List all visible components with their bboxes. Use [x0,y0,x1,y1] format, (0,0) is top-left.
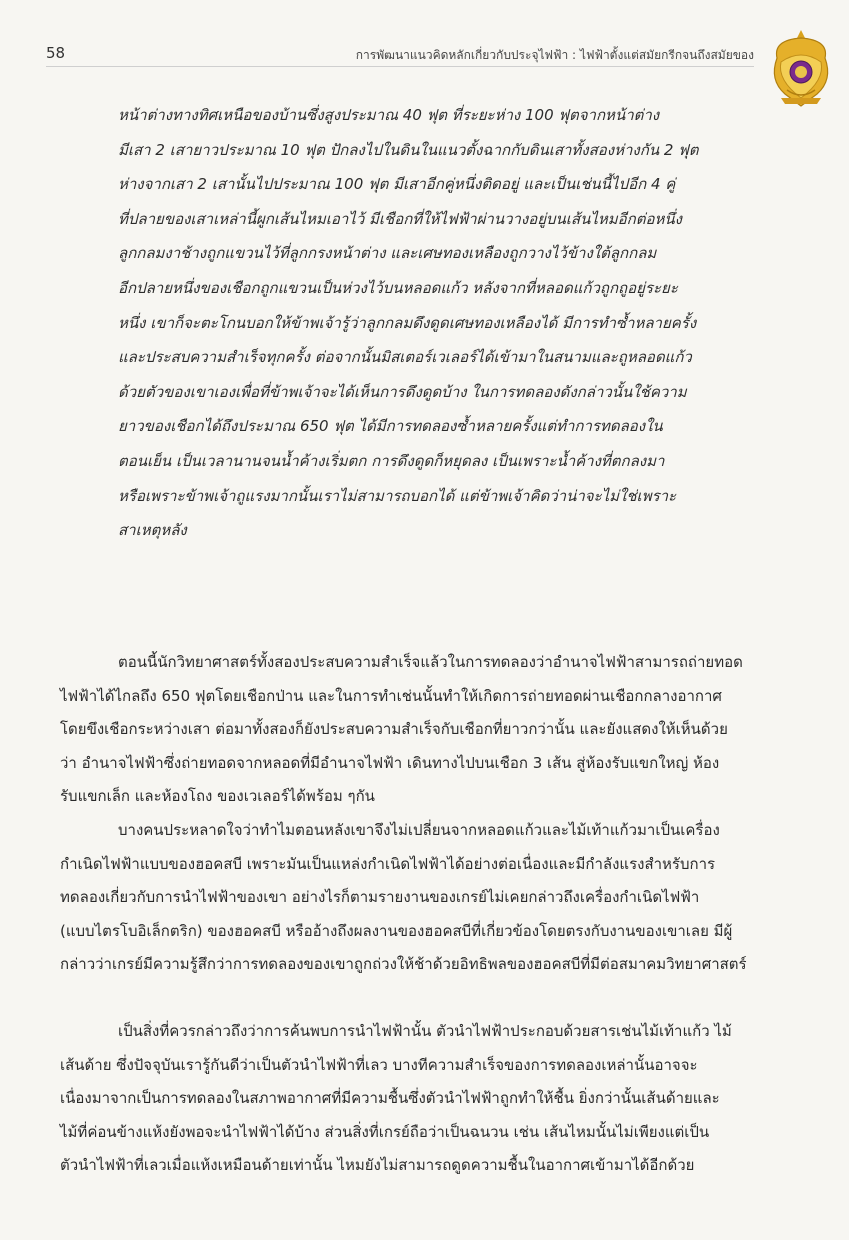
paragraph-line: ทดลองเกี่ยวกับการนำไฟฟ้าของเขา อย่างไรก็ตามรายงานของเกรย์ไม่เคยกล่าวถึงเครื่องกำเนิดไฟฟ้า [60,888,700,906]
quote-line: อีกปลายหนึ่งของเชือกถูกแขวนเป็นห่วงไว้บนหลอดแก้ว หลังจากที่หลอดแก้วถูกถูอยู่ระยะ [118,278,678,297]
paragraph-line: ตอนนี้นักวิทยาศาสตร์ทั้งสองประสบความสำเร็จแล้วในการทดลองว่าอำนาจไฟฟ้าสามารถถ่ายทอด [118,653,743,671]
paragraph-line: ตัวนำไฟฟ้าที่เลวเมื่อแห้งเหมือนด้ายเท่านั้น ไหมยังไม่สามารถดูดความชื้นในอากาศเข้ามาได้อีกด้วย [60,1156,695,1174]
quote-line: ลูกกลมงาช้างถูกแขวนไว้ที่ลูกกรงหน้าต่าง และเศษทองเหลืองถูกวางไว้ข้างใต้ลูกกลม [118,244,657,263]
running-header: การพัฒนาแนวคิดหลักเกี่ยวกับประจุไฟฟ้า : ไฟฟ้าตั้งแต่สมัยกรีกจนถึงสมัยของ [355,48,754,62]
quote-line: และประสบความสำเร็จทุกครั้ง ต่อจากนั้นมิสเตอร์เวเลอร์ได้เข้ามาในสนามและถูหลอดแก้ว [118,348,692,367]
paragraph-1 [60,646,812,814]
quote-line: ด้วยตัวของเขาเองเพื่อที่ข้าพเจ้าจะได้เห็นการดึงดูดบ้าง ในการทดลองดังกล่าวนั้นใช้ความ [118,382,687,401]
paragraph-2 [60,814,812,982]
quote-line: หนึ่ง เขาก็จะตะโกนบอกให้ข้าพเจ้ารู้ว่าลูกกลมดึงดูดเศษทองเหลืองได้ มีการทำซ้ำหลายครั้ง [118,313,697,332]
paragraph-line: เส้นด้าย ซึ่งปัจจุบันเรารู้กันดีว่าเป็นตัวนำไฟฟ้าที่เลว บางทีความสำเร็จของการทดลองเหล่านั้นอาจจะ [60,1055,698,1074]
paragraph-line: (แบบไตรโบอิเล็กตริก) ของฮอคสบี หรืออ้างถึงผลงานของฮอคสบีที่เกี่ยวข้องโดยตรงกับงานของเขาเลย มีผู้ [60,921,733,940]
paragraph-3 [60,1015,812,1183]
paragraph-line: เป็นสิ่งที่ควรกล่าวถึงว่าการค้นพบการนำไฟฟ้านั้น ตัวนำไฟฟ้าประกอบด้วยสารเช่นไม้เท้าแก้ว ไม้ [118,1022,732,1040]
paragraph-line: โดยขึงเชือกระหว่างเสา ต่อมาทั้งสองก็ยังประสบความสำเร็จกับเชือกที่ยาวกว่านั้น และยังแสดงให้เห็นด้วย [60,720,728,738]
quote-line: ตอนเย็น เป็นเวลานานจนน้ำค้างเริ่มตก การดึงดูดก็หยุดลง เป็นเพราะน้ำค้างที่ตกลงมา [118,451,665,470]
quote-line: มีเสา 2 เสายาวประมาณ 10 ฟุต ปักลงไปในดินในแนวตั้งฉากกับดินเสาทั้งสองห่างกัน 2 ฟุต [118,140,699,159]
page-number: 58 [46,44,66,62]
paragraph-line: รับแขกเล็ก และห้องโถง ของเวเลอร์ได้พร้อม ๆกัน [60,787,375,805]
quote-line: หน้าต่างทางทิศเหนือของบ้านซึ่งสูงประมาณ 40 ฟุต ที่ระยะห่าง 100 ฟุตจากหน้าต่าง [118,106,660,124]
paragraph-line: ไม้ที่ค่อนข้างแห้งยังพอจะนำไฟฟ้าได้บ้าง ส่วนสิ่งที่เกรย์ถือว่าเป็นฉนวน เช่น เส้นไหมนั้นไม่เพียงแต่เป็น [60,1122,710,1141]
quote-line: ยาวของเชือกได้ถึงประมาณ 650 ฟุต ได้มีการทดลองซ้ำหลายครั้งแต่ทำการทดลองใน [118,417,663,436]
quote-line: ที่ปลายของเสาเหล่านี้ผูกเส้นไหมเอาไว้ มีเชือกที่ให้ไฟฟ้าผ่านวางอยู่บนเส้นไหมอีกต่อหนึ่ง [118,209,682,228]
quote-line: หรือเพราะข้าพเจ้าถูแรงมากนั้นเราไม่สามารถบอกได้ แต่ข้าพเจ้าคิดว่าน่าจะไม่ใช่เพราะ [118,486,677,505]
quote-line: ห่างจากเสา 2 เสานั้นไปประมาณ 100 ฟุต มีเสาอีกคู่หนึ่งติดอยู่ และเป็นเช่นนี้ไปอีก 4 คู่ [118,175,676,194]
paragraph-line: เนื่องมาจากเป็นการทดลองในสภาพอากาศที่มีความชื้นซึ่งตัวนำไฟฟ้าถูกทำให้ชื้น ยิ่งกว่านั้นเส้นด้ายและ [60,1089,720,1107]
quote-line: สาเหตุหลัง [118,521,187,540]
university-emblem [767,28,835,110]
header-rule [46,66,754,67]
paragraph-line: ไฟฟ้าได้ไกลถึง 650 ฟุตโดยเชือกป่าน และในการทำเช่นนั้นทำให้เกิดการถ่ายทอดผ่านเชือกกลางอากาศ [60,686,722,705]
paragraph-line: ว่า อำนาจไฟฟ้าซึ่งถ่ายทอดจากหลอดที่มีอำนาจไฟฟ้า เดินทางไปบนเชือก 3 เส้น สู่ห้องรับแขกใหญ่ ห้อง [60,753,720,772]
block-quote [118,98,768,548]
paragraph-line: บางคนประหลาดใจว่าทำไมตอนหลังเขาจึงไม่เปลี่ยนจากหลอดแก้วและไม้เท้าแก้วมาเป็นเครื่อง [118,821,720,839]
paragraph-line: กล่าวว่าเกรย์มีความรู้สึกว่าการทดลองของเขาถูกถ่วงให้ช้าด้วยอิทธิพลของฮอคสบีที่มีต่อสมาคมวิทยาศาสตร์ [60,955,747,973]
paragraph-line: กำเนิดไฟฟ้าแบบของฮอคสบี เพราะมันเป็นแหล่งกำเนิดไฟฟ้าได้อย่างต่อเนื่องและมีกำลังแรงสำหรับการ [60,854,716,873]
